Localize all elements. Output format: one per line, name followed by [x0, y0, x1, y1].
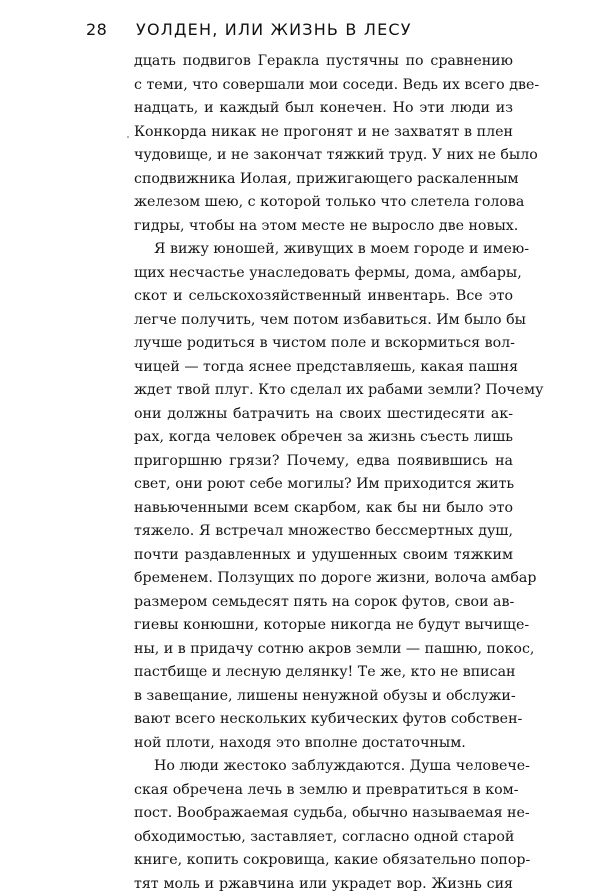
- text-line: свет, они роют себе могилы? Им приходится жить: [134, 473, 513, 497]
- text-line: размером семьдесят пять на сорок футов, свои ав-: [134, 591, 513, 615]
- text-line: пост. Воображаемая судьба, обычно называемая не-: [134, 802, 513, 826]
- text-line: с теми, что совершали мои соседи. Ведь их всего две-: [134, 74, 513, 98]
- paragraph-end-line: ной плоти, находя это вполне достаточным.: [134, 732, 513, 756]
- text-line: лучше родиться в чистом поле и вскормиться вол-: [134, 332, 513, 356]
- text-line: они должны батрачить на своих шестидесяти ак-: [134, 403, 513, 427]
- text-line: дцать подвигов Геракла пустячны по сравнению: [134, 50, 513, 74]
- text-line: тят моль и ржавчина или украдет вор. Жизнь сия: [134, 873, 513, 896]
- print-speck: [127, 136, 129, 138]
- text-line: легче получить, чем потом избавиться. Им было бы: [134, 309, 513, 333]
- text-line: пригоршню грязи? Почему, едва появившись на: [134, 450, 513, 474]
- body-text: [134, 50, 513, 896]
- text-line: в завещание, лишены ненужной обузы и обслужи-: [134, 685, 513, 709]
- text-line: чудовище, и не закончат тяжкий труд. У них не было: [134, 144, 513, 168]
- text-line: вают всего нескольких кубических футов собствен-: [134, 708, 513, 732]
- text-line: ны, и в придачу сотню акров земли — пашню, покос,: [134, 638, 513, 662]
- running-title: УОЛДЕН, ИЛИ ЖИЗНЬ В ЛЕСУ: [136, 20, 412, 39]
- running-header: [86, 20, 526, 42]
- text-line: тяжело. Я встречал множество бессмертных душ,: [134, 520, 513, 544]
- text-line: бременем. Ползущих по дороге жизни, волоча амбар: [134, 567, 513, 591]
- text-line: обходимостью, заставляет, согласно одной старой: [134, 826, 513, 850]
- text-line: почти раздавленных и удушенных своим тяжким: [134, 544, 513, 568]
- paragraph-end-line: гидры, чтобы на этом месте не выросло две новых.: [134, 215, 513, 239]
- text-line: ская обречена лечь в землю и превратиться в ком-: [134, 779, 513, 803]
- text-line: гиевы конюшни, которые никогда не будут вычище-: [134, 614, 513, 638]
- text-line: скот и сельскохозяйственный инвентарь. Все это: [134, 285, 513, 309]
- text-line: пастбище и лесную делянку! Те же, кто не вписан: [134, 661, 513, 685]
- paragraph-start-line: Я вижу юношей, живущих в моем городе и имею-: [134, 238, 513, 262]
- text-line: Конкорда никак не прогонят и не захватят в плен: [134, 121, 513, 145]
- text-line: сподвижника Иолая, прижигающего раскаленным: [134, 168, 513, 192]
- text-line: рах, когда человек обречен за жизнь съесть лишь: [134, 426, 513, 450]
- page-number: 28: [86, 20, 136, 39]
- text-line: чицей — тогда яснее представляешь, какая пашня: [134, 356, 513, 380]
- text-line: ждет твой плуг. Кто сделал их рабами земли? Почему: [134, 379, 513, 403]
- paragraph-start-line: Но люди жестоко заблуждаются. Душа человече-: [134, 755, 513, 779]
- text-line: навьюченными всем скарбом, как бы ни было это: [134, 497, 513, 521]
- text-line: железом шею, с которой только что слетела голова: [134, 191, 513, 215]
- text-line: щих несчастье унаследовать фермы, дома, амбары,: [134, 262, 513, 286]
- text-line: надцать, и каждый был конечен. Но эти люди из: [134, 97, 513, 121]
- text-line: книге, копить сокровища, какие обязательно попор-: [134, 849, 513, 873]
